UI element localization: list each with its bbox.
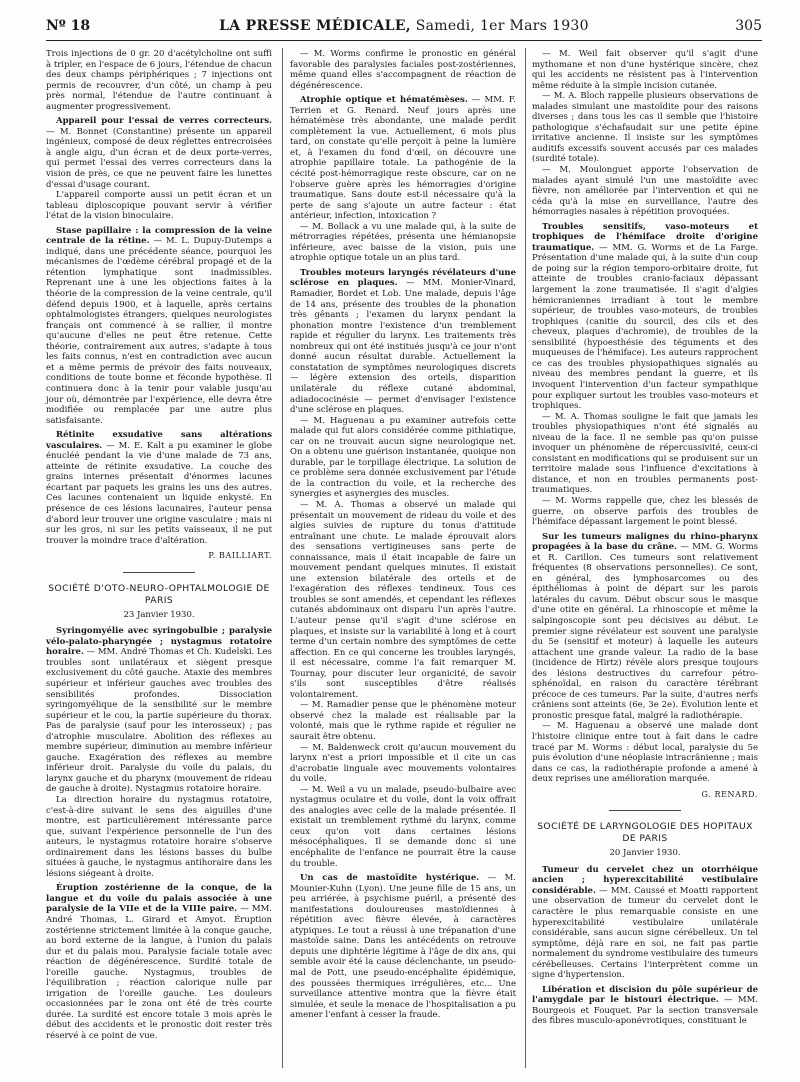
paragraph <box>290 873 516 1021</box>
paragraph-text: Trois injections de 0 gr. 20 d'acétylcholine ont suffi à tripler, en l'espace de 6 jours, l'étendue de chacun des deux champs périphériques ; 7 injections ont permis de recouvrer, d'un côté, un champ à peu près normal, l'étendue de l'autre continuant à augmenter progressivement. <box>46 49 272 112</box>
paragraph-text: — M. A. Thomas souligne le fait que jamais les troubles physiopathiques n'ont été signalés au niveau de la face. Il ne semble pas qu'on puisse invoquer un phénomène de répercussivité, ceux-ci consistant en modifications qui se produisent sur un territoire malade sous l'influence d'excitations à distance, et non en troubles permanents post-traumatiques. <box>532 411 758 496</box>
paragraph <box>46 226 272 426</box>
paragraph-text: L'appareil comporte aussi un petit écran et un tableau diploscopique pouvant servir à vérifier l'état de la vision binoculaire. <box>46 190 272 222</box>
paragraph-text: — MM. G. Worms et R. Carillon. Ces tumeurs sont relativement fréquentes (8 observations personnelles). Ce sont, en général, des lymphosarcomes ou des épithéliomas à point de départ sur les parois latérales du cavum. Début obscur sous le masque d'une otite en général. La rhinoscopie et même la salpingoscopie sont peu décisives au début. Le premier signe révélateur est souvent une paralysie du 5e (sensitif et moteur) à laquelle les auteurs attachent une grande valeur. La radio de la base (incidence de Hirtz) révèle alors presque toujours des lésions destructives du carrefour pétro-sphénoïdal, en raison du caractère térébrant précoce de ces tumeurs. Par la suite, d'autres nerfs crâniens sont atteints (6e, 3e 2e). Évolution lente et pronostic presque fatal, malgré la radiothérapie. <box>532 542 758 721</box>
paragraph-text: — M. Weil fait observer qu'il s'agit d'une mythomane et non d'une hystérique sincère, chez qui les accidents ne résistent pas à l'intervention même réduite à la simple incision cutanée. <box>532 49 758 91</box>
paragraph-heading: Stase papillaire : la compression de la veine centrale de la rétine. <box>46 225 272 247</box>
paragraph-heading: Syringomyélie avec syringobulbie ; paralysie vélo-palato-pharyngée ; nystagmus rotatoire horaire. <box>46 626 272 658</box>
paragraph <box>290 416 516 500</box>
page-number: 305 <box>735 18 762 34</box>
session-date: 23 Janvier 1930. <box>123 609 195 620</box>
paragraph <box>46 190 272 222</box>
paragraph <box>532 91 758 165</box>
paragraph-text: La direction horaire du nystagmus rotatoire, c'est-à-dire suivant le sens des aiguilles d'une montre, est particulièrement intéressante parce que, suivant l'expérience personnelle de l'un des auteurs, le nystagmus rotatoire horaire s'observe ordinairement dans les lésions basses du bulbe situées à gauche, le nystagmus antihoraire dans les lésions siégeant à droite. <box>46 795 272 879</box>
paragraph <box>290 49 516 91</box>
paragraph <box>532 865 758 981</box>
paragraph-text: — M. Bollack a vu une malade qui, à la suite de métrorragies répétées, présenta une hémianopsie inférieure, avec baisse de la vision, puis une atrophie optique totale un an plus tard. <box>290 221 516 264</box>
paragraph-text: — M. A. Bloch rappelle plusieurs observations de malades simulant une mastoïdite pour des raisons diverses ; dans tous les cas il semble que l'histoire pathologique s'échafaudait sur une petite épine irritative ancienne. Il insiste sur les symptômes auditifs excessifs souvent accusés par ces malades (surdité totale). <box>532 91 758 165</box>
section-rule <box>123 572 195 573</box>
page-header <box>46 18 762 40</box>
paragraph-text: — MM. André Thomas et Ch. Kudelski. Les troubles sont unilatéraux et siègent presque exclusivement du côté gauche. Ataxie des membres supérieur et inférieur gauches avec troubles des sensibilités profondes. Dissociation syringomyélique de la sensibilité sur le membre supérieur et le cou, la partie supérieure du thorax. Pas de paralysie (sauf pour les interosseux) ; pas d'atrophie musculaire. Abolition des réflexes au membre supérieur, diminution au membre inférieur gauche. Exagération des réflexes au membre inférieur droit. Paralysie du voile du palais, du larynx gauche et du pharynx (mouvement de rideau de gauche à droite). Nystagmus rotatoire horaire. <box>46 647 272 795</box>
paragraph-text: — M. Ramadier pense que le phénomène moteur observé chez la malade est réalisable par la volonté, mais que le rythme rapide et régulier ne saurait être obtenu. <box>290 700 516 742</box>
journal-title <box>46 18 762 34</box>
paragraph-heading: Éruption zostérienne de la conque, de la langue et du voile du palais associée à une paralysie de la VIIe et de la VIIIe paire. <box>46 883 272 915</box>
paragraph-text: — M. Moulonguet apporte l'observation de malades ayant simulé l'un une mastoïdite avec fièvre, non améliorée par l'intervention et qui ne céda qu'à la mise en surveillance, l'autre des hémorragies nasales à répétition provoquées. <box>532 165 758 218</box>
paragraph <box>46 49 272 112</box>
paragraph-text: — MM. Caussé et Moatti rapportent une observation de tumeur du cervelet dont le caractère le plus remarquable consiste en une hyperexcitabilité vestibulaire unilatérale considérable, sans aucun signe cérébelleux. Un tel symptôme, déjà rare en soi, ne fait pas partie normalement du syndrome vestibulaire des tumeurs cérébelleuses. Certains l'interprètent comme un signe d'hypertension. <box>532 885 758 981</box>
paragraph-text: — MM. G. Worms et de La Farge. Présentation d'une malade qui, à la suite d'un coup de poing sur la région temporo-orbitaire droite, fut atteinte de troubles cranio-faciaux dépassant largement la zone traumatisée. Il s'agit d'algies hémicraniennes irradiant à tout le membre supérieur, de troubles vaso-moteurs, de troubles trophiques (canitie du sourcil, des cils et des cheveux, plaques d'achromie), de troubles de la sensibilité (hypoesthésie des téguments et des muqueuses de l'hémiface). Les auteurs rapprochent ce cas des troubles physiopathiques signalés au niveau des membres pendant la guerre, et ils invoquent l'intervention d'un facteur sympathique pour expliquer surtout les troubles vaso-moteurs et trophiques. <box>532 242 758 412</box>
journal-name: LA PRESSE MÉDICALE, <box>219 18 411 34</box>
paragraph <box>532 165 758 218</box>
paragraph <box>532 49 758 91</box>
paragraph-text: — M. L. Dupuy-Dutemps a indiqué, dans une précédente séance, pourquoi les mécanismes de l'œdème cérébral propagé et de la rétention lymphatique sont inadmissibles. Reprenant une à une les objections faites à la théorie de la compression de la veine centrale, qu'il défend depuis 1900, et à laquelle, après certains ophtalmologistes étrangers, quelques neurologistes français ont commencé à se rallier, il montre qu'aucune d'elles ne peut être retenue. Cette théorie, contrairement aux autres, s'adapte à tous les faits connus, n'est en contradiction avec aucun et a même permis de prévoir des faits nouveaux, conditions de toute bonne et féconde hypothèse. Il continuera donc à la tenir pour valable jusqu'au jour où, démontrée par l'expérience, elle devra être modifiée ou remplacée par une autre plus satisfaisante. <box>46 236 272 426</box>
paragraph-text: — MM. Monier-Vinard, Ramadier, Bordet et Lob. Une malade, depuis l'âge de 14 ans, présente des troubles de la phonation très gênants ; l'examen du larynx pendant la phonation montre l'existence d'un tremblement rapide et régulier du larynx. Les traitements très nombreux qui ont été institués jusqu'à ce jour n'ont donné aucun résultat durable. Actuellement la constatation de symptômes neurologiques discrets — légère extension des orteils, disparition unilatérale du réflexe cutané abdominal, adiadococinésie — permet d'envisager l'existence d'une sclérose en plaques. <box>290 278 517 416</box>
issue-number: Nº 18 <box>46 18 91 34</box>
paragraph <box>290 743 516 785</box>
paragraph-text: — M. Haguenau a pu examiner autrefois cette malade qui fut alors considérée comme pithiatique, car on ne trouvait aucun signe neurologique net. On a obtenu une guérison instantanée, quoique non durable, par le torpillage électrique. La solution de ce problème sera donnée exclusivement par l'étude de la contraction du voile, et la recherche des synergies et asynergies des muscles. <box>290 415 516 500</box>
paragraph <box>46 626 272 795</box>
column-2 <box>290 49 516 1021</box>
paragraph <box>46 883 272 1041</box>
paragraph-heading: Tumeur du cervelet chez un otorrhéique ancien ; hyperexcitabilité vestibulaire considérable. <box>532 864 758 896</box>
society-heading: SOCIÉTÉ DE LARYNGOLOGIE DES HOPITAUX DE PARIS <box>537 821 753 845</box>
column-1 <box>46 49 272 1042</box>
column-divider-2 <box>525 48 526 1068</box>
paragraph-text: — M. Mounier-Kuhn (Lyon). Une jeune fille de 15 ans, un peu arriérée, à psychisme puéril, a présenté des manifestations douloureuses mastoïdiennes à répétition avec fièvre élevée, à caractères atypiques. Le tout a réussi à une trépanation d'une mastoïde saine. Dans les antécédents on retrouve depuis une diphtérie légitime à l'âge de dix ans, qui semble avoir été la cause déclenchante, un pseudo-mal de Pott, une pseudo-encéphalite épidémique, des poussées thermiques irrégulières, etc... Une surveillance attentive montra que la fièvre était simulée, et seule la menace de l'hospitalisation a pu amener l'enfant à cesser la fraude. <box>290 873 517 1021</box>
paragraph <box>46 795 272 879</box>
paragraph <box>532 532 758 722</box>
column-divider-1 <box>282 48 283 1068</box>
paragraph <box>532 412 758 496</box>
paragraph <box>532 721 758 784</box>
paragraph-heading: Atrophie optique et hématémèses. <box>300 95 468 106</box>
paragraph-text: — M. E. Kalt a pu examiner le globe énucléé pendant la vie d'une malade de 73 ans, atteinte de rétinite exsudative. La couche des grains internes présentait d'énormes lacunes écartant par paquets les grains les uns des autres. Ces lacunes contenaient un liquide enkysté. En présence de ces lésions lacunaires, l'auteur pensa d'abord leur trouver une origine vasculaire ; mais ni sur les gros, ni sur les petits vaisseaux, il ne put trouver la moindre trace d'altération. <box>46 440 272 546</box>
paragraph <box>290 700 516 742</box>
author-signature: G. RENARD. <box>701 789 758 799</box>
paragraph-text: — M. Baldenweck croit qu'aucun mouvement du larynx n'est a priori impossible et il cite un cas d'acrobatie linguale avec mouvements volontaires du voile. <box>290 742 516 785</box>
paragraph-text: — M. Weil a vu un malade, pseudo-bulbaire avec nystagmus oculaire et du voile, dont la voix offrait des analogies avec celle de la malade présentée. Il existait un tremblement rythmé du larynx, comme ceux qu'on voit dans certaines lésions mésocéphaliques. Il se demande donc si une encéphalite de l'enfance ne pourrait être la cause du trouble. <box>290 784 516 869</box>
paragraph-heading: Sur les tumeurs malignes du rhino-pharynx propagées à la base du crâne. <box>532 531 758 553</box>
paragraph-heading: Appareil pour l'essai de verres correcteurs. <box>56 116 272 127</box>
paragraph-heading: Troubles sensitifs, vaso-moteurs et trophiques de l'hémiface droite d'origine traumatique. <box>532 221 758 253</box>
paragraph <box>290 95 516 222</box>
column-3 <box>532 49 758 1027</box>
paragraph-text: — M. A. Thomas a observé un malade qui présentait un mouvement de rideau du voile et des algies suivies de rupture du tonus d'attitude entraînant une chute. Le malade éprouvait alors des sensations vertigineuses sans perte de connaissance, mais il était incapable de faire un mouvement pendant quelques minutes. Il existait une extension bilatérale des orteils et de l'exagération des réflexes tendineux. Tous ces troubles se sont amendés, et cependant les réflexes cutanés abdominaux ont disparu l'un après l'autre. L'auteur pense qu'il s'agit d'une sclérose en plaques, et insiste sur la variabilité à long et à court terme d'un certain nombre des symptômes de cette affection. En ce qui concerne les troubles laryngés, il est nécessaire, comme l'a fait remarquer M. Tournay, pour discuter leur organicité, de savoir s'ils sont susceptibles d'être réalisés volontairement. <box>290 499 516 700</box>
paragraph <box>532 222 758 412</box>
paragraph-heading: Un cas de mastoïdite hystérique. <box>300 873 480 884</box>
paragraph-text: — MM. Bourgeois et Fouquet. Par la section transversale des fibres musculo-aponévrotiques, constituant le <box>532 995 759 1027</box>
society-heading: SOCIÉTÉ D'OTO-NEURO-OPHTALMOLOGIE DE PARIS <box>48 582 270 606</box>
paragraph-text: — M. Worms confirme le pronostic en général favorable des paralysies faciales post-zostériennes, même quand elles s'accompagnent de réaction de dégénérescence. <box>290 49 516 91</box>
paragraph <box>290 785 516 869</box>
header-rule <box>46 40 762 41</box>
paragraph <box>532 496 758 528</box>
paragraph <box>532 985 758 1027</box>
author-signature: P. BAILLIART. <box>208 551 272 561</box>
paragraph <box>46 430 272 546</box>
paragraph <box>290 268 516 416</box>
section-rule <box>609 810 681 811</box>
paragraph-heading: Troubles moteurs laryngés révélateurs d'une sclérose en plaques. <box>290 267 516 289</box>
paragraph <box>290 500 516 700</box>
paragraph-heading: Rétinite exsudative sans altérations vasculaires. <box>46 430 272 451</box>
paragraph-text: — MM. F. Terrien et G. Renard. Neuf jours après une hématémèse très abondante, une malade perdit complètement la vue. Actuellement, 6 mois plus tard, on constate qu'elle perçoit à peine la lumière et, à l'examen du fond d'œil, on découvre une atrophie papillaire totale. La pathogénie de la cécité post-hémorragique reste obscure, car on ne l'observe guère après les hémorragies d'origine traumatique. Sans doute est-il nécessaire qu'à la perte de sang s'ajoute un autre facteur : état antérieur, infection, intoxication ? <box>290 95 516 222</box>
paragraph-text: — M. Haguenau a observé une malade dont l'histoire clinique entre tout à fait dans le cadre tracé par M. Worms : début local, paralysie du 5e puis évolution d'une néoplasie intracrânienne ; mais dans ce cas, la radiothérapie profonde a amené à deux reprises une amélioration marquée. <box>532 721 758 785</box>
paragraph-text: — MM. André Thomas, L. Girard et Amyot. Éruption zostérienne strictement limitée à la conque gauche, au bord externe de la langue, à l'union du palais dur et du palais mou. Paralysie faciale totale avec réaction de dégénérescence. Surdité totale de l'oreille gauche. Nystagmus, troubles de l'équilibration ; réaction calorique nulle par irrigation de l'oreille gauche. Les douleurs occasionnées par le zona ont été de très courte durée. La surdité est encore totale 3 mois après le début des accidents et le pronostic doit rester très réservé à ce point de vue. <box>46 904 273 1042</box>
paragraph-text: — M. Worms rappelle que, chez les blessés de guerre, on observe parfois des troubles de l'hémiface dépassant largement le point blessé. <box>532 495 758 528</box>
paragraph-text: — M. Bonnet (Constantine) présente un appareil ingénieux, composé de deux réglettes entrecroisées à angle aigu, d'un écran et de deux porte-verres, qui permet l'essai des verres correcteurs dans la vision de près, ce que ne peuvent faire les lunettes d'essai d'usage courant. <box>46 126 272 190</box>
paragraph-heading: Libération et discision du pôle supérieur de l'amygdale par le bistouri électrique. <box>532 984 758 1006</box>
journal-date: Samedi, 1er Mars 1930 <box>410 18 589 34</box>
session-date: 20 Janvier 1930. <box>609 848 681 859</box>
paragraph <box>290 222 516 264</box>
paragraph <box>46 116 272 190</box>
